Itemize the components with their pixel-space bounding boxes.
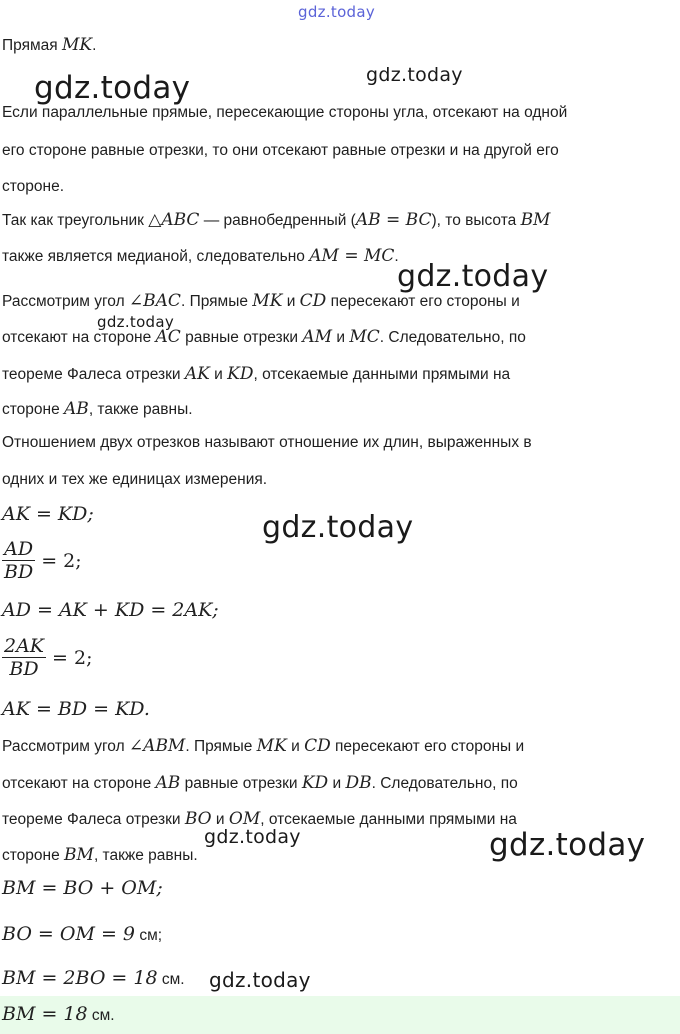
watermark: gdz.today	[262, 510, 414, 545]
static-text: равные отрезки	[180, 329, 303, 346]
text-line	[2, 364, 510, 384]
math-term: BM = 18	[2, 1003, 88, 1025]
math-term: OM	[228, 809, 261, 829]
static-text: ), то высота	[431, 212, 521, 229]
fraction-formula	[2, 635, 92, 680]
static-text: равные отрезки	[180, 775, 302, 792]
math-term: AB	[64, 399, 89, 419]
static-text: и	[211, 811, 229, 828]
math-term: AK = BD = KD.	[2, 698, 150, 720]
static-text: , также равны.	[88, 401, 193, 418]
math-term: BO = OM = 9	[2, 923, 136, 945]
fraction-numerator: 2AK	[4, 635, 45, 657]
math-term: DB	[345, 773, 372, 793]
unit-text: см;	[135, 927, 163, 944]
fraction-numerator: AD	[4, 538, 34, 560]
static-text: и	[282, 293, 300, 310]
math-term: MK	[252, 291, 283, 311]
static-text: . Следовательно, по	[379, 329, 526, 346]
text-line: его стороне равные отрезки, то они отсекают равные отрезки и на другой его	[2, 142, 559, 159]
math-term: AK	[184, 364, 210, 384]
math-term: ∠ABM	[128, 736, 186, 756]
math-term: AD = AK + KD = 2AK;	[2, 599, 219, 621]
math-term: KD	[227, 364, 254, 384]
text-line	[2, 35, 96, 55]
text-line: одних и тех же единицах измерения.	[2, 471, 268, 488]
text-line: Если параллельные прямые, пересекающие стороны угла, отсекают на одной	[2, 104, 568, 121]
text-line	[2, 399, 193, 419]
watermark: gdz.today	[209, 968, 311, 992]
static-text: теореме Фалеса отрезки	[2, 811, 185, 828]
static-text: , также равны.	[93, 847, 198, 864]
math-term: AC	[155, 327, 181, 347]
static-text: , отсекаемые данными прямыми на	[253, 366, 511, 383]
fraction-denominator: BD	[9, 658, 39, 680]
math-term: BM	[520, 210, 551, 230]
text-line	[2, 736, 524, 756]
math-term: MK	[61, 35, 93, 55]
unit-text: см.	[157, 971, 185, 988]
math-term: AB	[155, 773, 181, 793]
static-text: Так как треугольник	[2, 212, 149, 229]
static-text: . Прямые	[180, 293, 253, 310]
formula-line	[2, 967, 185, 989]
math-term: ∠BAC	[128, 291, 181, 311]
static-text: стороне	[2, 847, 65, 864]
math-term: AM	[302, 327, 333, 347]
text-line: стороне.	[2, 178, 65, 195]
text-line	[2, 327, 526, 347]
static-text: .	[394, 248, 399, 265]
static-text: пересекают его стороны и	[330, 738, 525, 755]
fraction	[2, 635, 46, 680]
math-term: MK	[256, 736, 287, 756]
watermark-top: gdz.today	[298, 3, 376, 21]
static-text: Рассмотрим угол	[2, 293, 129, 310]
math-term: △ABC	[148, 210, 200, 230]
math-term: AK = KD;	[2, 503, 94, 525]
static-text: также является медианой, следовательно	[2, 248, 310, 265]
static-text: и	[286, 738, 305, 755]
watermark: gdz.today	[34, 70, 191, 106]
math-term: AB = BC	[355, 210, 432, 230]
static-text: Прямая	[2, 37, 62, 54]
static-text: теореме Фалеса отрезки	[2, 366, 185, 383]
watermark: gdz.today	[97, 313, 175, 331]
formula-line	[2, 877, 163, 899]
static-text: — равнобедренный (	[199, 212, 356, 229]
text-line	[2, 210, 550, 230]
math-term: = 2;	[52, 646, 93, 669]
text-line	[2, 845, 198, 865]
static-text: . Прямые	[185, 738, 257, 755]
watermark: gdz.today	[489, 827, 646, 863]
static-text: стороне	[2, 401, 65, 418]
static-text: и	[328, 775, 346, 792]
static-text: Рассмотрим угол	[2, 738, 129, 755]
static-text: пересекают его стороны и	[326, 293, 520, 310]
fraction	[2, 538, 35, 583]
static-text: и	[332, 329, 350, 346]
math-term: BM = BO + OM;	[2, 877, 163, 899]
math-term: KD	[301, 773, 329, 793]
math-term: CD	[299, 291, 327, 311]
formula-line	[2, 599, 219, 621]
text-line: Отношением двух отрезков называют отношение их длин, выраженных в	[2, 434, 532, 451]
math-term: = 2;	[41, 549, 82, 572]
watermark: gdz.today	[204, 826, 301, 848]
static-text: . Следовательно, по	[371, 775, 518, 792]
math-term: BM	[64, 845, 94, 865]
math-term: CD	[304, 736, 331, 756]
watermark: gdz.today	[366, 64, 463, 86]
text-line	[2, 773, 518, 793]
watermark: gdz.today	[397, 259, 549, 294]
math-term: MC	[349, 327, 380, 347]
fraction-formula	[2, 538, 82, 583]
math-term: BM = 2BO = 18	[2, 967, 158, 989]
static-text: отсекают на стороне	[2, 775, 156, 792]
unit-text: см.	[87, 1007, 115, 1024]
static-text: .	[92, 37, 97, 54]
text-line	[2, 291, 520, 311]
math-term: BO	[184, 809, 212, 829]
static-text: отсекают на стороне	[2, 329, 156, 346]
math-term: AM = MC	[309, 246, 395, 266]
static-text: и	[209, 366, 228, 383]
static-text: , отсекаемые данными прямыми на	[260, 811, 517, 828]
formula-line	[2, 923, 162, 945]
fraction-denominator: BD	[4, 561, 34, 583]
formula-line	[2, 698, 150, 720]
formula-line	[2, 503, 94, 525]
answer-line	[2, 1003, 115, 1025]
text-line	[2, 246, 399, 266]
